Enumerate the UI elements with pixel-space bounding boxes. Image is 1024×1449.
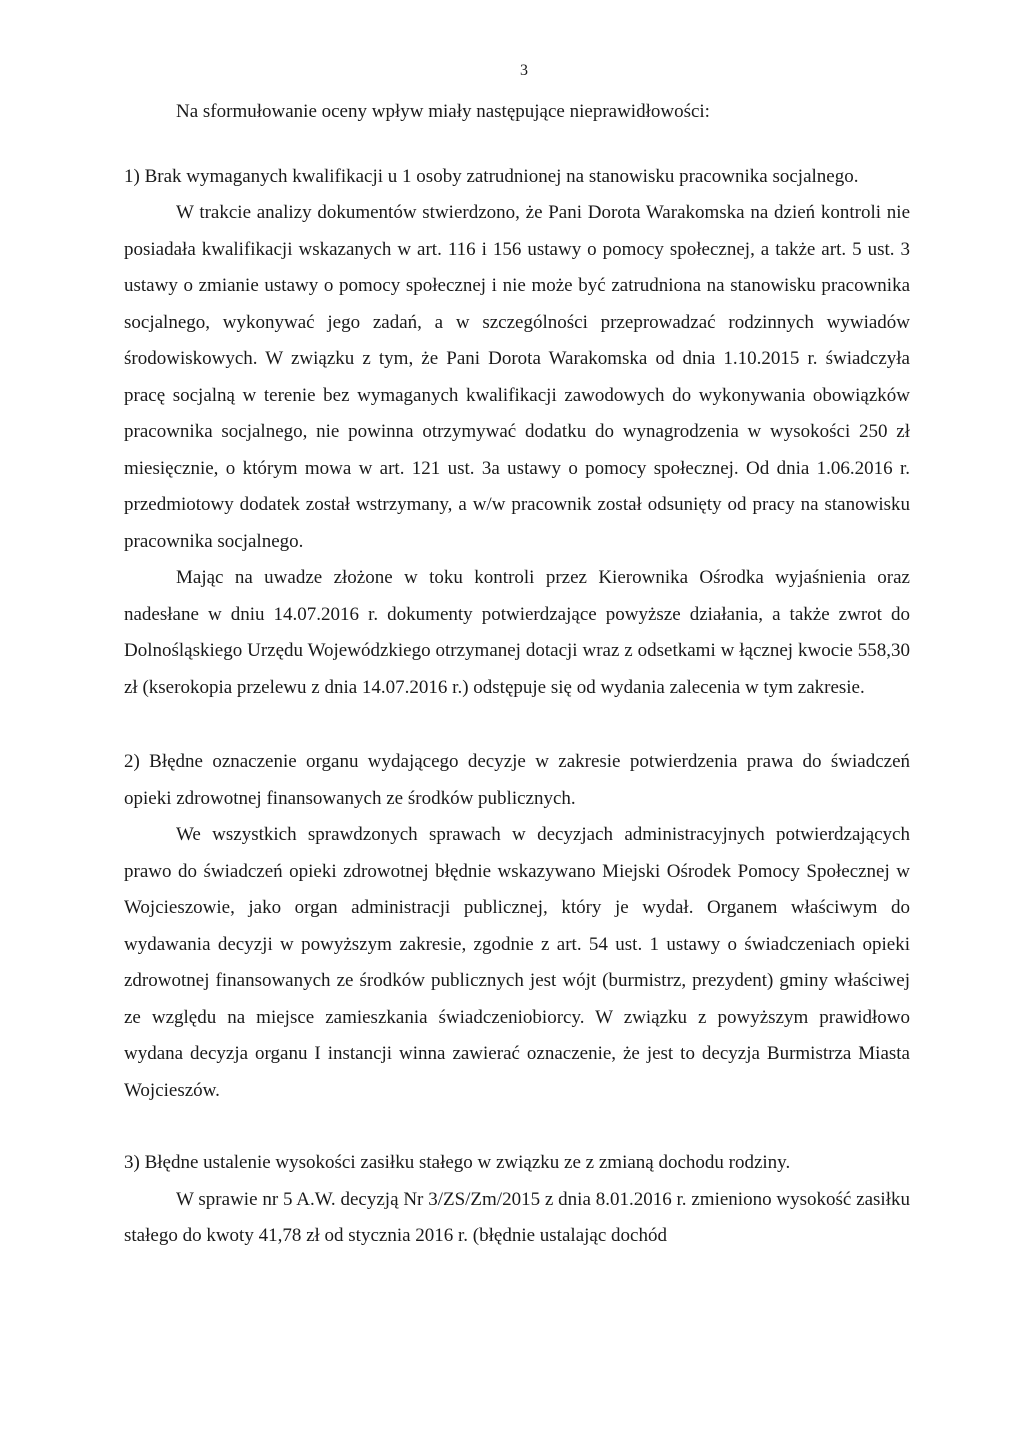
intro-paragraph: Na sformułowanie oceny wpływ miały następujące nieprawidłowości: xyxy=(176,101,710,122)
section-1-paragraph-1: W trakcie analizy dokumentów stwierdzono, że Pani Dorota Warakomska na dzień kontroli nie posiadała kwalifikacji wskazanych w art. 116 i 156 ustawy o pomocy społecznej, a także art. 5 ust. 3 ustawy o zmianie ustawy o pomocy społecznej i nie może być zatrudniona na stanowisku pracownika socjalnego, wykonywać jego zadań, a w szczególności przeprowadzać rodzinnych wywiadów środowiskowych. W związku z tym, że Pani Dorota Warakomska od dnia 1.10.2015 r. świadczyła pracę socjalną w terenie bez wymaganych kwalifikacji zawodowych do wykonywania obowiązków pracownika socjalnego, nie powinna otrzymywać dodatku do wynagrodzenia w wysokości 250 zł miesięcznie, o którym mowa w art. 121 ust. 3a ustawy o pomocy społecznej. Od dnia 1.06.2016 r. przedmiotowy dodatek został wstrzymany, a w/w pracownik został odsunięty od pracy na stanowisku pracownika socjalnego. xyxy=(124,202,910,552)
section-2-heading: 2) Błędne oznaczenie organu wydającego decyzje w zakresie potwierdzenia prawa do świadczeń opieki zdrowotnej finansowanych ze środków publicznych. xyxy=(124,751,910,809)
section-1-heading: 1) Brak wymaganych kwalifikacji u 1 osoby zatrudnionej na stanowisku pracownika socjalnego. xyxy=(124,165,859,187)
section-3-heading: 3) Błędne ustalenie wysokości zasiłku stałego w związku ze z zmianą dochodu rodziny. xyxy=(124,1152,791,1173)
document-body xyxy=(124,94,910,1255)
page-number: 3 xyxy=(520,62,528,79)
section-1-paragraph-2: Mając na uwadze złożone w toku kontroli przez Kierownika Ośrodka wyjaśnienia oraz nadesłane w dniu 14.07.2016 r. dokumenty potwierdzające powyższe działania, a także zwrot do Dolnośląskiego Urzędu Wojewódzkiego otrzymanej dotacji wraz z odsetkami w łącznej kwocie 558,30 zł (kserokopia przelewu z dnia 14.07.2016 r.) odstępuje się od wydania zalecenia w tym zakresie. xyxy=(124,567,910,698)
section-2-paragraph-1: We wszystkich sprawdzonych sprawach w decyzjach administracyjnych potwierdzających prawo do świadczeń opieki zdrowotnej błędnie wskazywano Miejski Ośrodek Pomocy Społecznej w Wojcieszowie, jako organ administracji publicznej, który je wydał. Organem właściwym do wydawania decyzji w powyższym zakresie, zgodnie z art. 54 ust. 1 ustawy o świadczeniach opieki zdrowotnej finansowanych ze środków publicznych jest wójt (burmistrz, prezydent) gminy właściwej ze względu na miejsce zamieszkania świadczeniobiorcy. W związku z powyższym prawidłowo wydana decyzja organu I instancji winna zawierać oznaczenie, że jest to decyzja Burmistrza Miasta Wojcieszów. xyxy=(124,824,910,1101)
section-3-paragraph-1: W sprawie nr 5 A.W. decyzją Nr 3/ZS/Zm/2015 z dnia 8.01.2016 r. zmieniono wysokość zasiłku stałego do kwoty 41,78 zł od stycznia 2016 r. (błędnie ustalając dochód xyxy=(124,1188,910,1246)
